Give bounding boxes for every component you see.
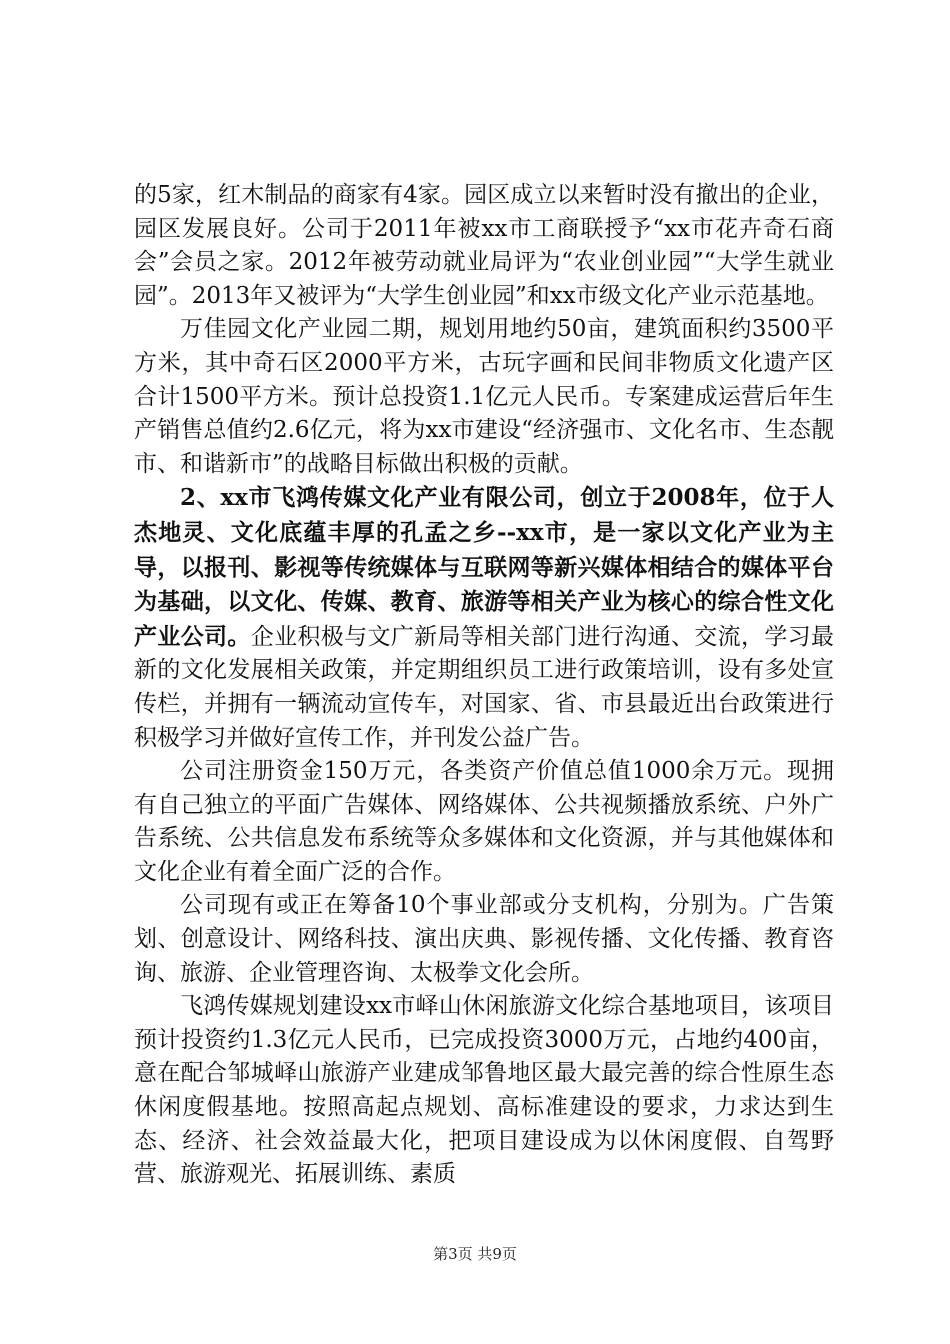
page-number-label: 第3页 共9页 (433, 1245, 517, 1263)
paragraph-3 (134, 481, 834, 755)
paragraph-4-text: 公司注册资金150万元，各类资产价值总值1000余万元。现拥有自己独立的平面广告媒体、网络媒体、公共视频播放系统、户外广告系统、公共信息发布系统等众多媒体和文化资源，并与其他媒体和文化企业有着全面广泛的合作。 (134, 758, 834, 885)
paragraph-5-text: 公司现有或正在筹备10个事业部或分支机构，分别为。广告策划、创意设计、网络科技、演出庆典、影视传播、文化传播、教育咨询、旅游、企业管理咨询、太极拳文化会所。 (134, 892, 834, 986)
paragraph-1-text: 的5家，红木制品的商家有4家。园区成立以来暂时没有撤出的企业，园区发展良好。公司于2011年被xx市工商联授予“xx市花卉奇石商会”会员之家。2012年被劳动就业局评为“农业创业园”“大学生就业园”。2013年又被评为“大学生创业园”和xx市级文化产业示范基地。 (134, 182, 834, 309)
paragraph-3-heading-text: 2、xx市飞鸿传媒文化产业有限公司，创立于2008年，位于人杰地灵、文化底蕴丰厚的孔孟之乡--xx市，是一家以文化产业为主导，以报刊、影视等传统媒体与互联网等新兴媒体相结合的媒体平台为基础，以文化、传媒、教育、旅游等相关产业为核心的综合性文化产业公司。 (134, 484, 834, 650)
paragraph-2-text: 万佳园文化产业园二期，规划用地约50亩，建筑面积约3500平方米，其中奇石区2000平方米，古玩字画和民间非物质文化遗产区合计1500平方米。预计总投资1.1亿元人民币。专案建成运营后年生产销售总值约2.6亿元，将为xx市建设“经济强市、文化名市、生态靓市、和谐新市”的战略目标做出积极的贡献。 (134, 316, 834, 477)
paragraph-4 (134, 755, 834, 889)
page-footer (0, 1244, 950, 1264)
paragraph-5 (134, 889, 834, 990)
paragraph-2 (134, 313, 834, 481)
document-body (134, 179, 834, 1192)
paragraph-6 (134, 990, 834, 1192)
paragraph-6-text: 飞鸿传媒规划建设xx市峄山休闲旅游文化综合基地项目，该项目预计投资约1.3亿元人民币，已完成投资3000万元，占地约400亩，意在配合邹城峄山旅游产业建成邹鲁地区最大最完善的综合性原生态休闲度假基地。按照高起点规划、高标准建设的要求，力求达到生态、经济、社会效益最大化，把项目建设成为以休闲度假、自驾野营、旅游观光、拓展训练、素质 (134, 993, 834, 1188)
paragraph-1 (134, 179, 834, 313)
paragraph-3-text: 企业积极与文广新局等相关部门进行沟通、交流，学习最新的文化发展相关政策，并定期组织员工进行政策培训，设有多处宣传栏，并拥有一辆流动宣传车，对国家、省、市县最近出台政策进行积极学习并做好宣传工作，并刊发公益广告。 (134, 623, 835, 751)
